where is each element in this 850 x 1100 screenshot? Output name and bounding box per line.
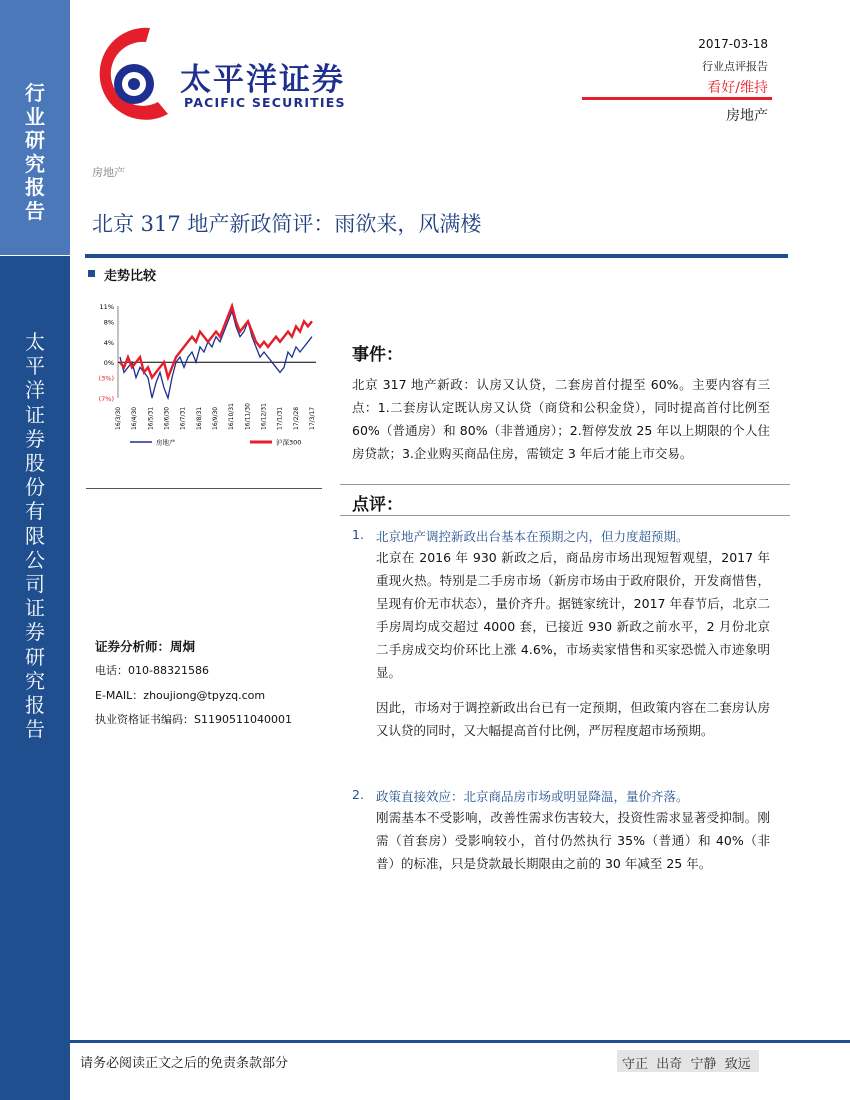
point-2-headline: 政策直接效应：北京商品房市场或明显降温，量价齐落。 — [376, 789, 689, 804]
company-logo — [88, 22, 368, 122]
logo-cn-text: 太平洋证券 — [180, 62, 345, 98]
trend-heading: 走势比较 — [104, 269, 157, 284]
company-vertical: 太 平 洋 证 券 股 份 有 限 公 司 证 券 研 究 报 告 — [25, 330, 45, 742]
analyst-title: 证券分析师：周炯 — [95, 639, 196, 654]
page-title: 北京 317 地产新政简评：雨欲来，风满楼 — [92, 212, 482, 236]
logo-mark-icon — [88, 22, 178, 122]
x-tick-label: 16/11/30 — [244, 403, 252, 430]
title-rule — [85, 254, 788, 258]
sidebar-top-panel — [0, 0, 70, 255]
footer-disclaimer: 请务必阅读正文之后的免责条款部分 — [80, 1056, 289, 1071]
y-tick-label: (7%) — [98, 395, 114, 403]
logo-en-text: PACIFIC SECURITIES — [184, 95, 346, 110]
point-1-paragraph-2: 因此，市场对于调控新政出台已有一定预期，但政策内容在二套房认房又认贷的同时，又大幅提高首付比例，严厉程度超市场预期。 — [376, 700, 770, 738]
footer-rule — [70, 1040, 850, 1043]
x-tick-label: 17/3/17 — [309, 406, 316, 430]
bullet-square-icon — [88, 270, 95, 277]
rating-badge: 看好/维持 — [707, 80, 768, 96]
chart-bottom-rule — [86, 488, 322, 489]
y-tick-label: 0% — [103, 359, 114, 368]
event-text: 北京 317 地产新政：认房又认贷，二套房首付提至 60%。主要内容有三点：1.二套房认定既认房又认贷（商贷和公积金贷），同时提高首付比例至 60%（普通房）和 80%（非普通房）；2.暂停发放 25 年以上期限的个人住房贷款；3.企业购买商品住房，需锁定 3 年后才能上市交易。 — [352, 377, 770, 461]
report-type-vertical: 行 业 研 究 报 告 — [25, 81, 45, 223]
x-tick-label: 16/7/31 — [179, 406, 187, 430]
point-2-number: 2. — [352, 787, 364, 802]
trend-chart — [88, 298, 323, 460]
y-tick-label: 4% — [103, 338, 114, 347]
legend-label: 房地产 — [156, 438, 176, 447]
y-tick-label: 8% — [103, 318, 114, 327]
x-tick-label: 16/3/30 — [115, 406, 122, 430]
report-date: 2017-03-18 — [698, 37, 768, 51]
breadcrumb: 房地产 — [92, 166, 125, 179]
sector-label: 房地产 — [726, 108, 768, 124]
x-tick-label: 16/6/30 — [163, 406, 171, 430]
comment-rule — [340, 515, 790, 516]
y-tick-label: (3%) — [98, 374, 114, 383]
series-line-hs300 — [120, 306, 312, 378]
series-line-fangdichan — [120, 311, 312, 398]
header-red-rule — [582, 97, 772, 100]
x-tick-label: 16/9/30 — [212, 406, 219, 430]
point-1-headline: 北京地产调控新政出台基本在预期之内，但力度超预期。 — [376, 529, 689, 544]
event-heading: 事件： — [352, 345, 403, 365]
comment-heading: 点评： — [352, 495, 403, 515]
point-2-paragraph-1: 刚需基本不受影响，改善性需求伤害较大，投资性需求显著受抑制。刚需（首套房）受影响较小，首付仍然执行 35%（普通）和 40%（非普）的标准，只是贷款最长期限由之前的 30 年减至 25 年。 — [376, 810, 770, 871]
sidebar-bottom-panel — [0, 256, 70, 1100]
x-tick-label: 16/8/31 — [195, 406, 203, 430]
analyst-phone: 电话：010-88321586 — [95, 664, 209, 677]
x-tick-label: 16/10/31 — [228, 403, 236, 430]
x-tick-label: 16/4/30 — [131, 406, 139, 430]
x-tick-label: 17/2/28 — [292, 406, 300, 430]
analyst-email: E-MAIL：zhoujiong@tpyzq.com — [95, 689, 266, 702]
x-tick-label: 16/12/31 — [260, 403, 268, 430]
footer-motto: 守正 出奇 宁静 致远 — [622, 1057, 751, 1072]
x-tick-label: 16/5/31 — [147, 406, 155, 430]
event-rule — [340, 484, 790, 485]
legend-label: 沪深300 — [276, 438, 302, 447]
y-tick-label: 11% — [99, 303, 114, 311]
point-1-number: 1. — [352, 527, 364, 542]
analyst-license: 执业资格证书编码：S1190511040001 — [95, 713, 292, 726]
point-1-paragraph-1: 北京在 2016 年 930 新政之后，商品房市场出现短暂观望，2017 年重现火热。特别是二手房市场（新房市场由于政府限价，开发商惜售，呈现有价无市状态），量价齐升。据链家统计，2017 年春节后，北京二手房周均成交超过 4000 套，已接近 930 新政之前水平，2 月份北京二手房成交均价环比上涨 4.6%，市场卖家惜售和买家恐慌入市迹象明显。 — [376, 550, 770, 680]
report-kind: 行业点评报告 — [702, 60, 768, 73]
x-tick-label: 17/1/31 — [276, 406, 284, 430]
